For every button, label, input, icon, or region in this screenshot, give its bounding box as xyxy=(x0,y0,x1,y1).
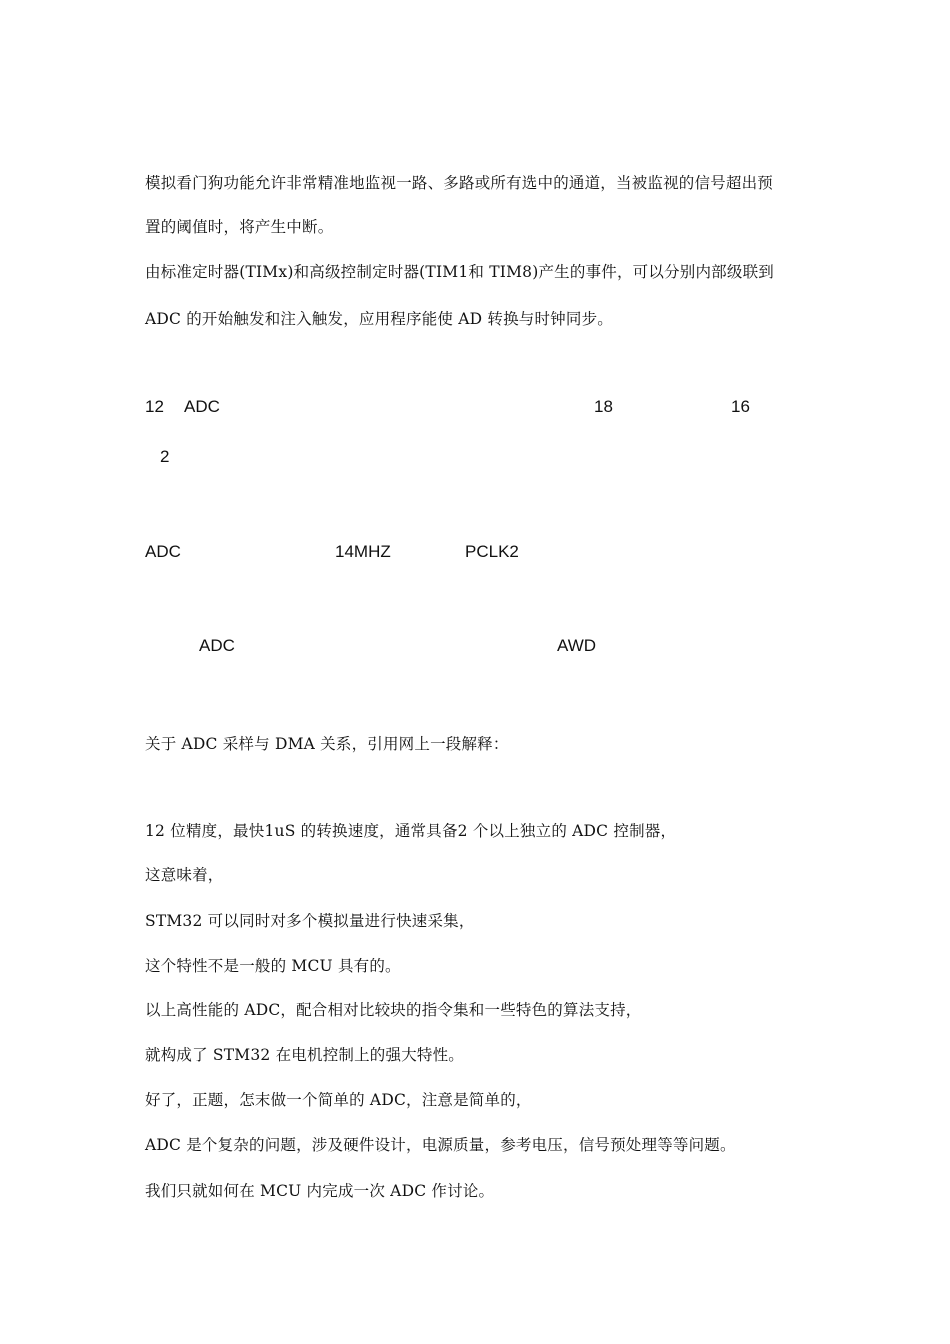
fragment-text: ADC xyxy=(184,397,220,416)
quote-line-3: STM32 可以同时对多个模拟量进行快速采集， xyxy=(145,912,475,930)
fragment-text: ADC xyxy=(145,542,181,561)
fragment-text: 2 xyxy=(160,447,170,466)
fragment-text: ADC xyxy=(199,636,235,655)
paragraph-line-1: 模拟看门狗功能允许非常精准地监视一路、多路或所有选中的通道，当被监视的信号超出预 xyxy=(145,174,774,192)
paragraph-line-2: 置的阈值时，将产生中断。 xyxy=(145,218,334,236)
fragment-text: PCLK2 xyxy=(465,542,519,561)
fragment-text: 14MHZ xyxy=(335,542,391,561)
fragment-text: 12 xyxy=(145,397,164,416)
quote-line-6: 就构成了 STM32 在电机控制上的强大特性。 xyxy=(145,1046,465,1064)
quote-line-4: 这个特性不是一般的 MCU 具有的。 xyxy=(145,957,401,975)
fragment-text: 16 xyxy=(731,397,750,416)
paragraph-line-4: ADC 的开始触发和注入触发，应用程序能使 AD 转换与时钟同步。 xyxy=(145,310,613,328)
quote-line-7: 好了，正题，怎末做一个简单的 ADC，注意是简单的， xyxy=(145,1091,532,1109)
quote-line-8: ADC 是个复杂的问题，涉及硬件设计，电源质量，参考电压，信号预处理等等问题。 xyxy=(145,1136,736,1154)
quote-line-2: 这意味着， xyxy=(145,866,224,884)
paragraph-line-3: 由标准定时器(TIMx)和高级控制定时器(TIM1和 TIM8)产生的事件，可以分别内部级联到 xyxy=(145,263,774,281)
quote-line-5: 以上高性能的 ADC，配合相对比较块的指令集和一些特色的算法支持， xyxy=(145,1001,642,1019)
quote-line-1: 12 位精度，最快1uS 的转换速度，通常具备2 个以上独立的 ADC 控制器， xyxy=(145,822,677,840)
fragment-text: AWD xyxy=(557,636,597,655)
fragment-text: 18 xyxy=(594,397,613,416)
quote-line-9: 我们只就如何在 MCU 内完成一次 ADC 作讨论。 xyxy=(145,1182,495,1200)
intro-line: 关于 ADC 采样与 DMA 关系，引用网上一段解释： xyxy=(145,735,509,753)
